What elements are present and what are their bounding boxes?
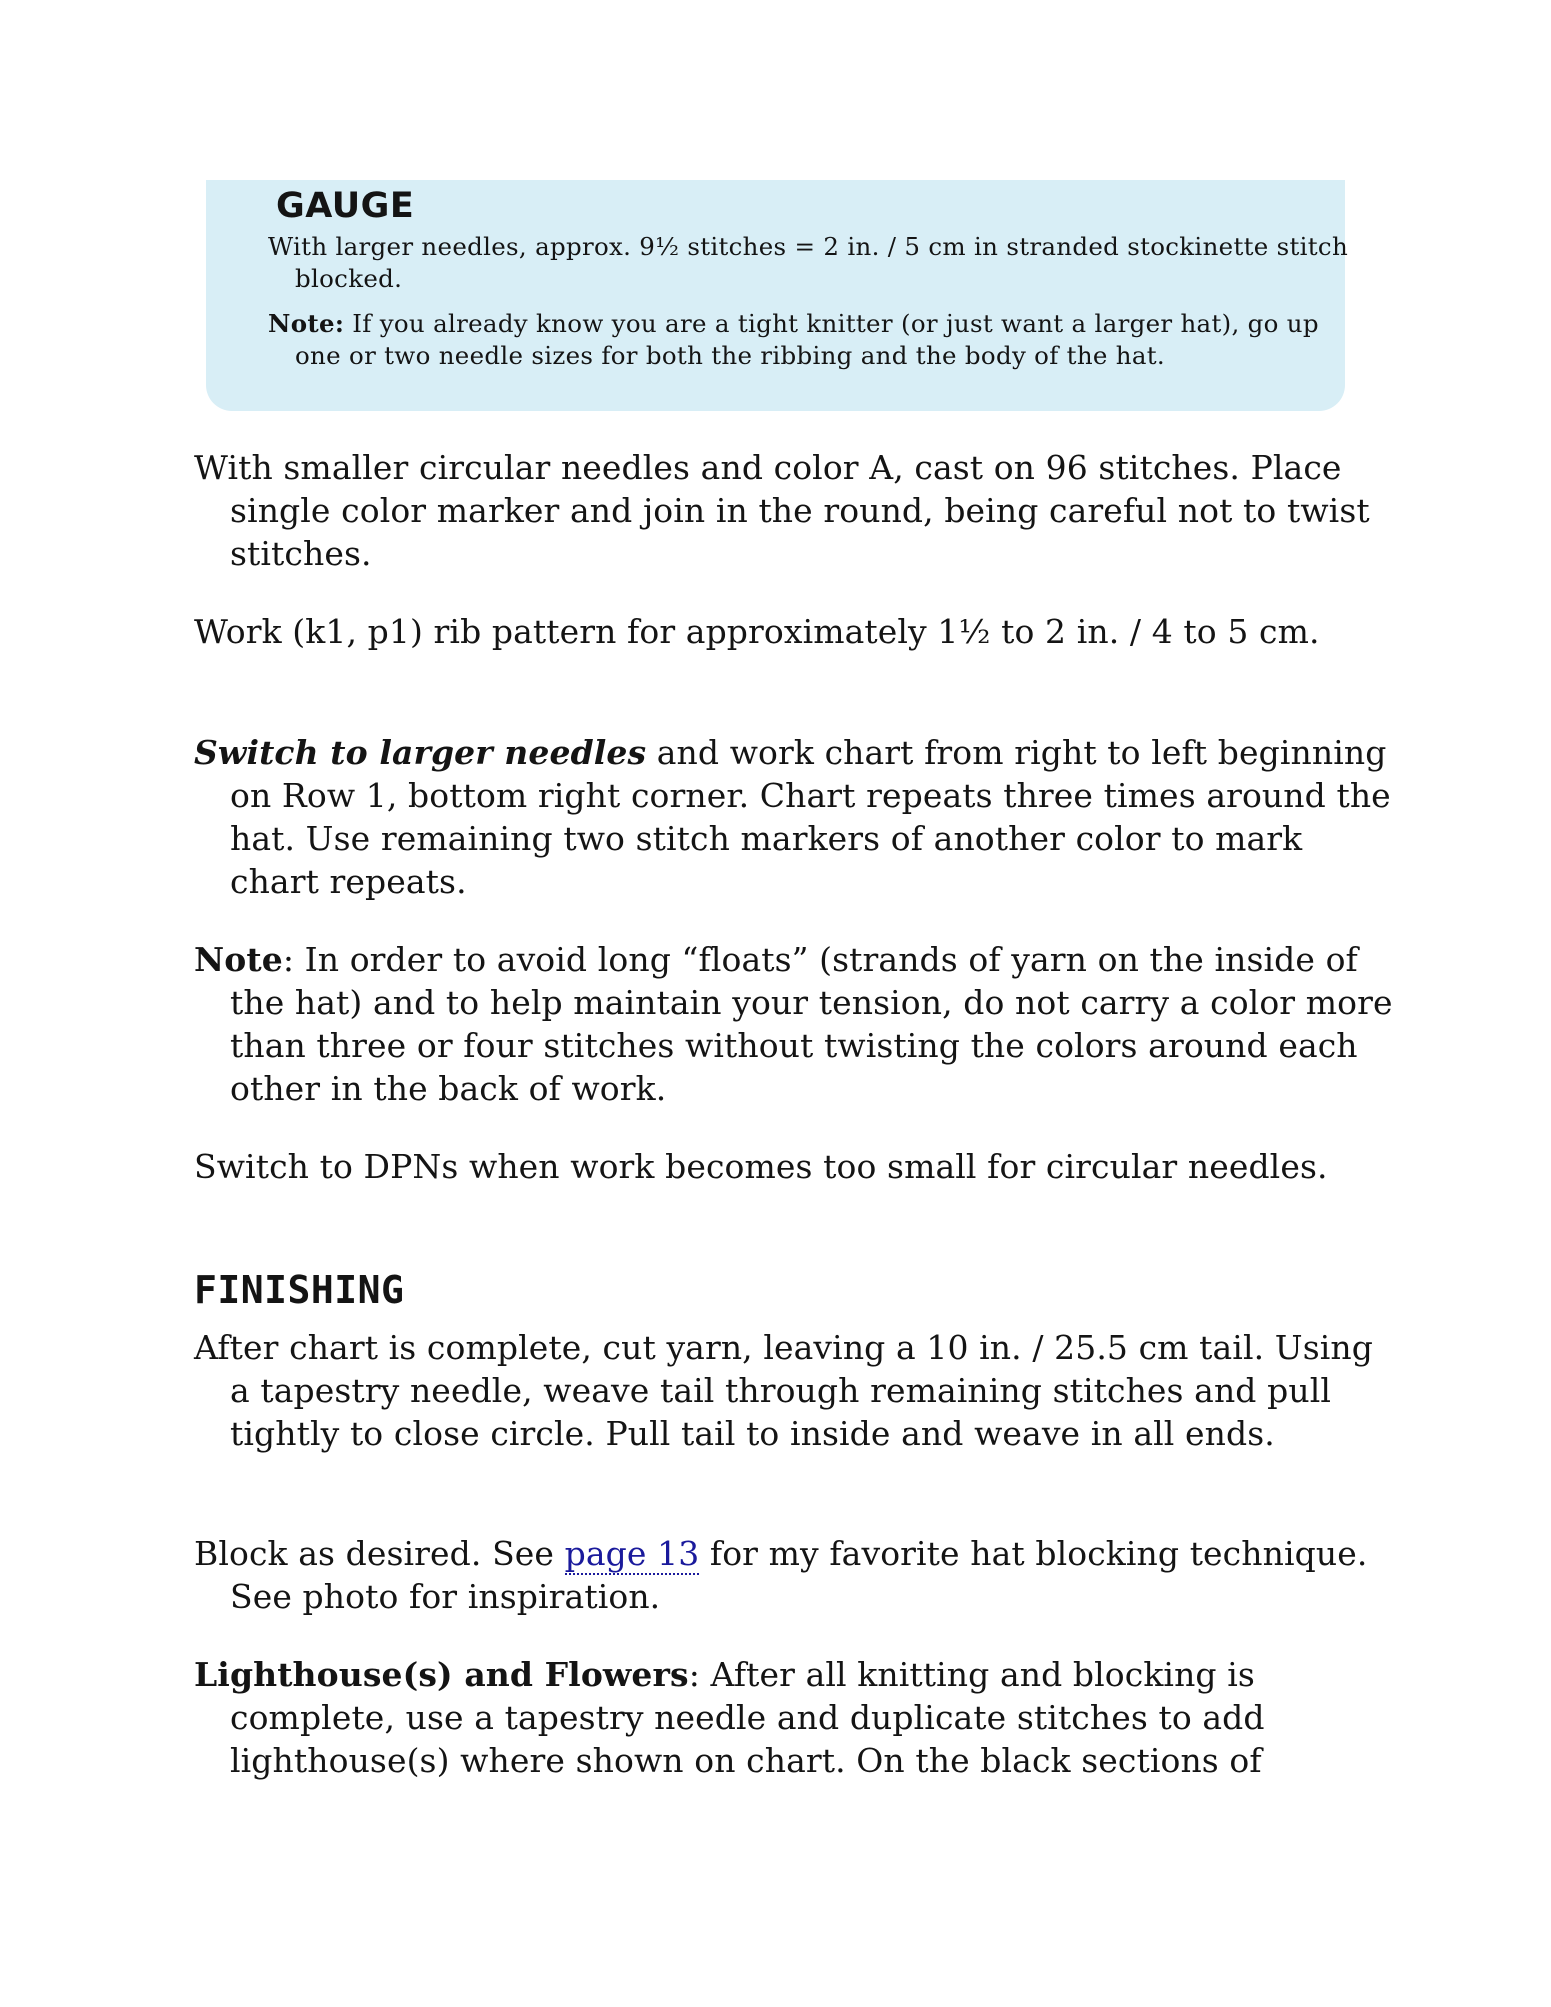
page-13-link[interactable]: page 13 [564, 1534, 700, 1573]
lighthouse-text: : After all knitting and blocking is complete, use a tapestry needle and duplicate stitches to add lighthouse(s) where shown on chart. On the black sections of [230, 1655, 1265, 1780]
cast-on-paragraph: With smaller circular needles and color A, cast on 96 stitches. Place single color marker and join in the round, being careful not to twist stitches. [194, 448, 1370, 573]
finishing-heading: FINISHING [194, 1268, 405, 1312]
after-chart-paragraph: After chart is complete, cut yarn, leaving a 10 in. / 25.5 cm tail. Using a tapestry needle, weave tail through remaining stitches and pull tightly to close circle. Pull tail to inside and weave in all ends. [194, 1328, 1373, 1453]
gauge-note [268, 308, 1355, 372]
lighthouse-label: Lighthouse(s) and Flowers [194, 1655, 689, 1694]
switch-needles-paragraph [194, 731, 1400, 903]
block-text-pre: Block as desired. See [194, 1534, 565, 1573]
rib-paragraph: Work (k1, p1) rib pattern for approximately 1½ to 2 in. / 4 to 5 cm. [194, 612, 1320, 651]
switch-needles-label: Switch to larger needles [194, 733, 647, 772]
gauge-note-text: If you already know you are a tight knitter (or just want a larger hat), go up one or two needle sizes for both the ribbing and the body of the hat. [295, 309, 1319, 370]
gauge-note-label: Note: [268, 309, 345, 338]
gauge-box [206, 180, 1349, 411]
floats-note-label: Note [194, 940, 283, 979]
floats-note-text: : In order to avoid long “floats” (strands of yarn on the inside of the hat) and to help maintain your tension, do not carry a color more than three or four stitches without twisting the colors around each other in the back of work. [230, 940, 1393, 1108]
gauge-title: GAUGE [276, 186, 415, 226]
block-text-post: for my favorite hat blocking technique. See photo for inspiration. [230, 1534, 1368, 1616]
gauge-line: With larger needles, approx. 9½ stitches = 2 in. / 5 cm in stranded stockinette stitch blocked. [268, 232, 1349, 293]
floats-note-paragraph [194, 938, 1400, 1110]
block-paragraph [194, 1532, 1400, 1618]
switch-needles-text: and work chart from right to left beginning on Row 1, bottom right corner. Chart repeats three times around the hat. Use remaining two stitch markers of another color to mark chart repeats. [230, 733, 1391, 901]
dpn-paragraph: Switch to DPNs when work becomes too small for circular needles. [194, 1147, 1328, 1186]
lighthouse-paragraph [194, 1653, 1400, 1782]
